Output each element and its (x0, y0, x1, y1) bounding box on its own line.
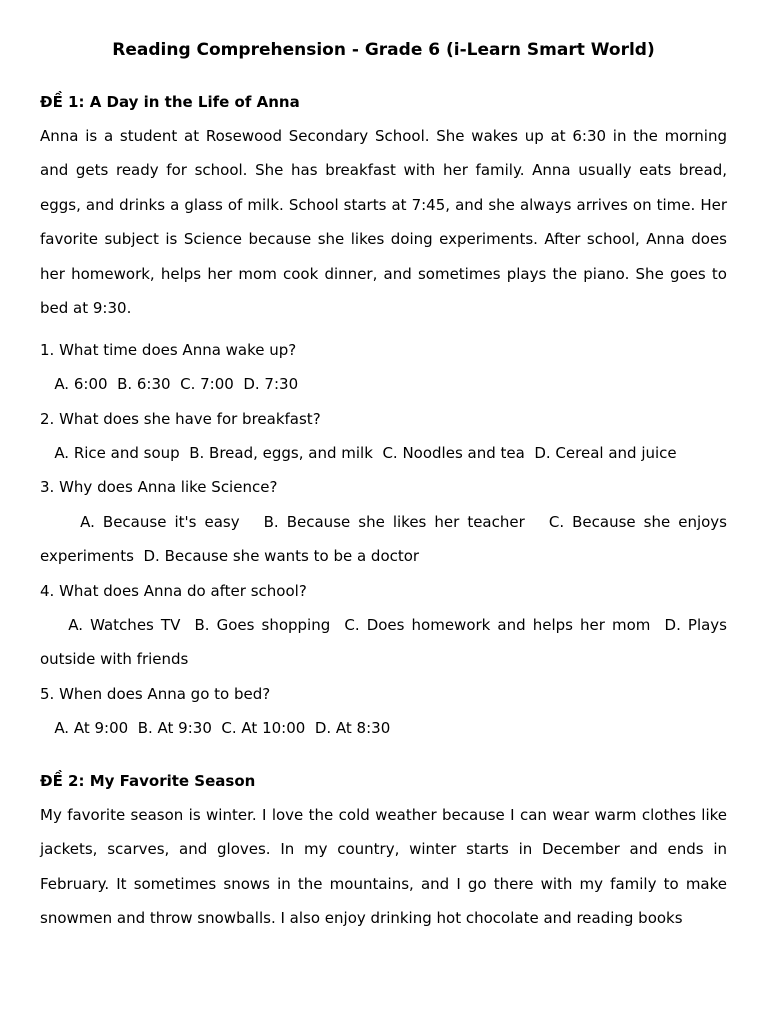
question-5: 5. When does Anna go to bed? (40, 685, 271, 703)
question-2: 2. What does she have for breakfast? (40, 410, 321, 428)
section-2-heading: ĐỀ 2: My Favorite Season (40, 772, 256, 790)
question-1: 1. What time does Anna wake up? (40, 341, 297, 359)
question-4: 4. What does Anna do after school? (40, 582, 307, 600)
question-3: 3. Why does Anna like Science? (40, 478, 278, 496)
question-5-options: A. At 9:00 B. At 9:30 C. At 10:00 D. At 8:30 (40, 719, 391, 737)
question-3-options: A. Because it's easy B. Because she likes her teacher C. Because she enjoys experiments D. Because she wants to be a doctor (40, 513, 732, 566)
section-1-passage: Anna is a student at Rosewood Secondary School. She wakes up at 6:30 in the morning and gets ready for school. She has breakfast with her family. Anna usually eats bread, eggs, and drinks a glass of milk. School starts at 7:45, and she always arrives on time. Her favorite subject is Science because she likes doing experiments. After school, Anna does her homework, helps her mom cook dinner, and sometimes plays the piano. She goes to bed at 9:30. (40, 127, 727, 318)
section-2-passage: My favorite season is winter. I love the cold weather because I can wear warm clothes like jackets, scarves, and gloves. In my country, winter starts in December and ends in February. It sometimes snows in the mountains, and I go there with my family to make snowmen and throw snowballs. I also enjoy drinking hot chocolate and reading books (40, 806, 727, 928)
question-1-options: A. 6:00 B. 6:30 C. 7:00 D. 7:30 (40, 375, 299, 393)
question-4-options: A. Watches TV B. Goes shopping C. Does homework and helps her mom D. Plays outside with friends (40, 616, 732, 669)
document-title: Reading Comprehension - Grade 6 (i-Learn Smart World) (112, 40, 655, 60)
question-2-options: A. Rice and soup B. Bread, eggs, and milk C. Noodles and tea D. Cereal and juice (40, 444, 677, 462)
section-1-heading: ĐỀ 1: A Day in the Life of Anna (40, 93, 300, 111)
